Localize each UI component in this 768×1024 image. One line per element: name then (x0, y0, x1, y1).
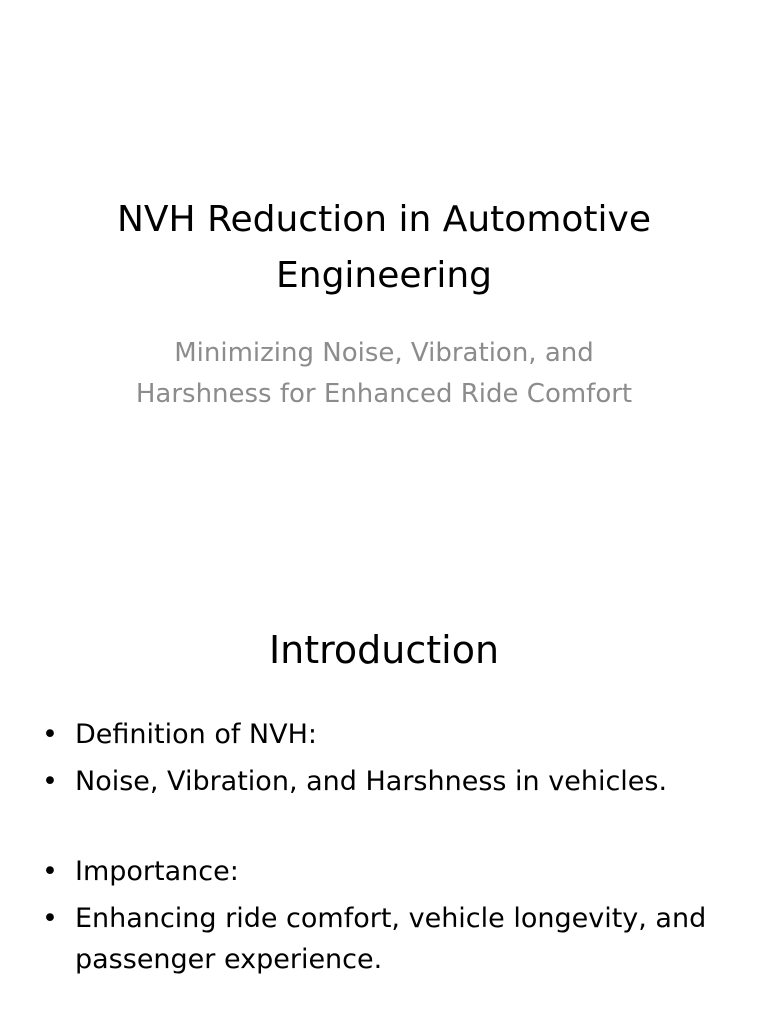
slide-subtitle: Minimizing Noise, Vibration, and Harshness for Enhanced Ride Comfort (135, 338, 633, 409)
bullet-item (40, 714, 730, 755)
bullet-icon: • (42, 903, 58, 934)
bullet-list (40, 714, 730, 986)
bullet-text: Noise, Vibration, and Harshness in vehicles. (75, 766, 668, 797)
bullet-icon: • (42, 766, 58, 797)
bullet-text: Enhancing ride comfort, vehicle longevity, and passenger experience. (75, 903, 707, 975)
bullet-icon: • (42, 719, 58, 750)
bullet-item (40, 851, 730, 892)
slide-title: NVH Reduction in Automotive Engineering (117, 199, 651, 296)
introduction-slide (0, 576, 768, 1024)
bullet-item (40, 898, 730, 980)
bullet-icon: • (42, 856, 58, 887)
bullet-item (40, 761, 730, 802)
bullet-text: Importance: (75, 856, 239, 887)
bullet-text: Definition of NVH: (75, 719, 317, 750)
slide-heading: Introduction (268, 628, 500, 672)
